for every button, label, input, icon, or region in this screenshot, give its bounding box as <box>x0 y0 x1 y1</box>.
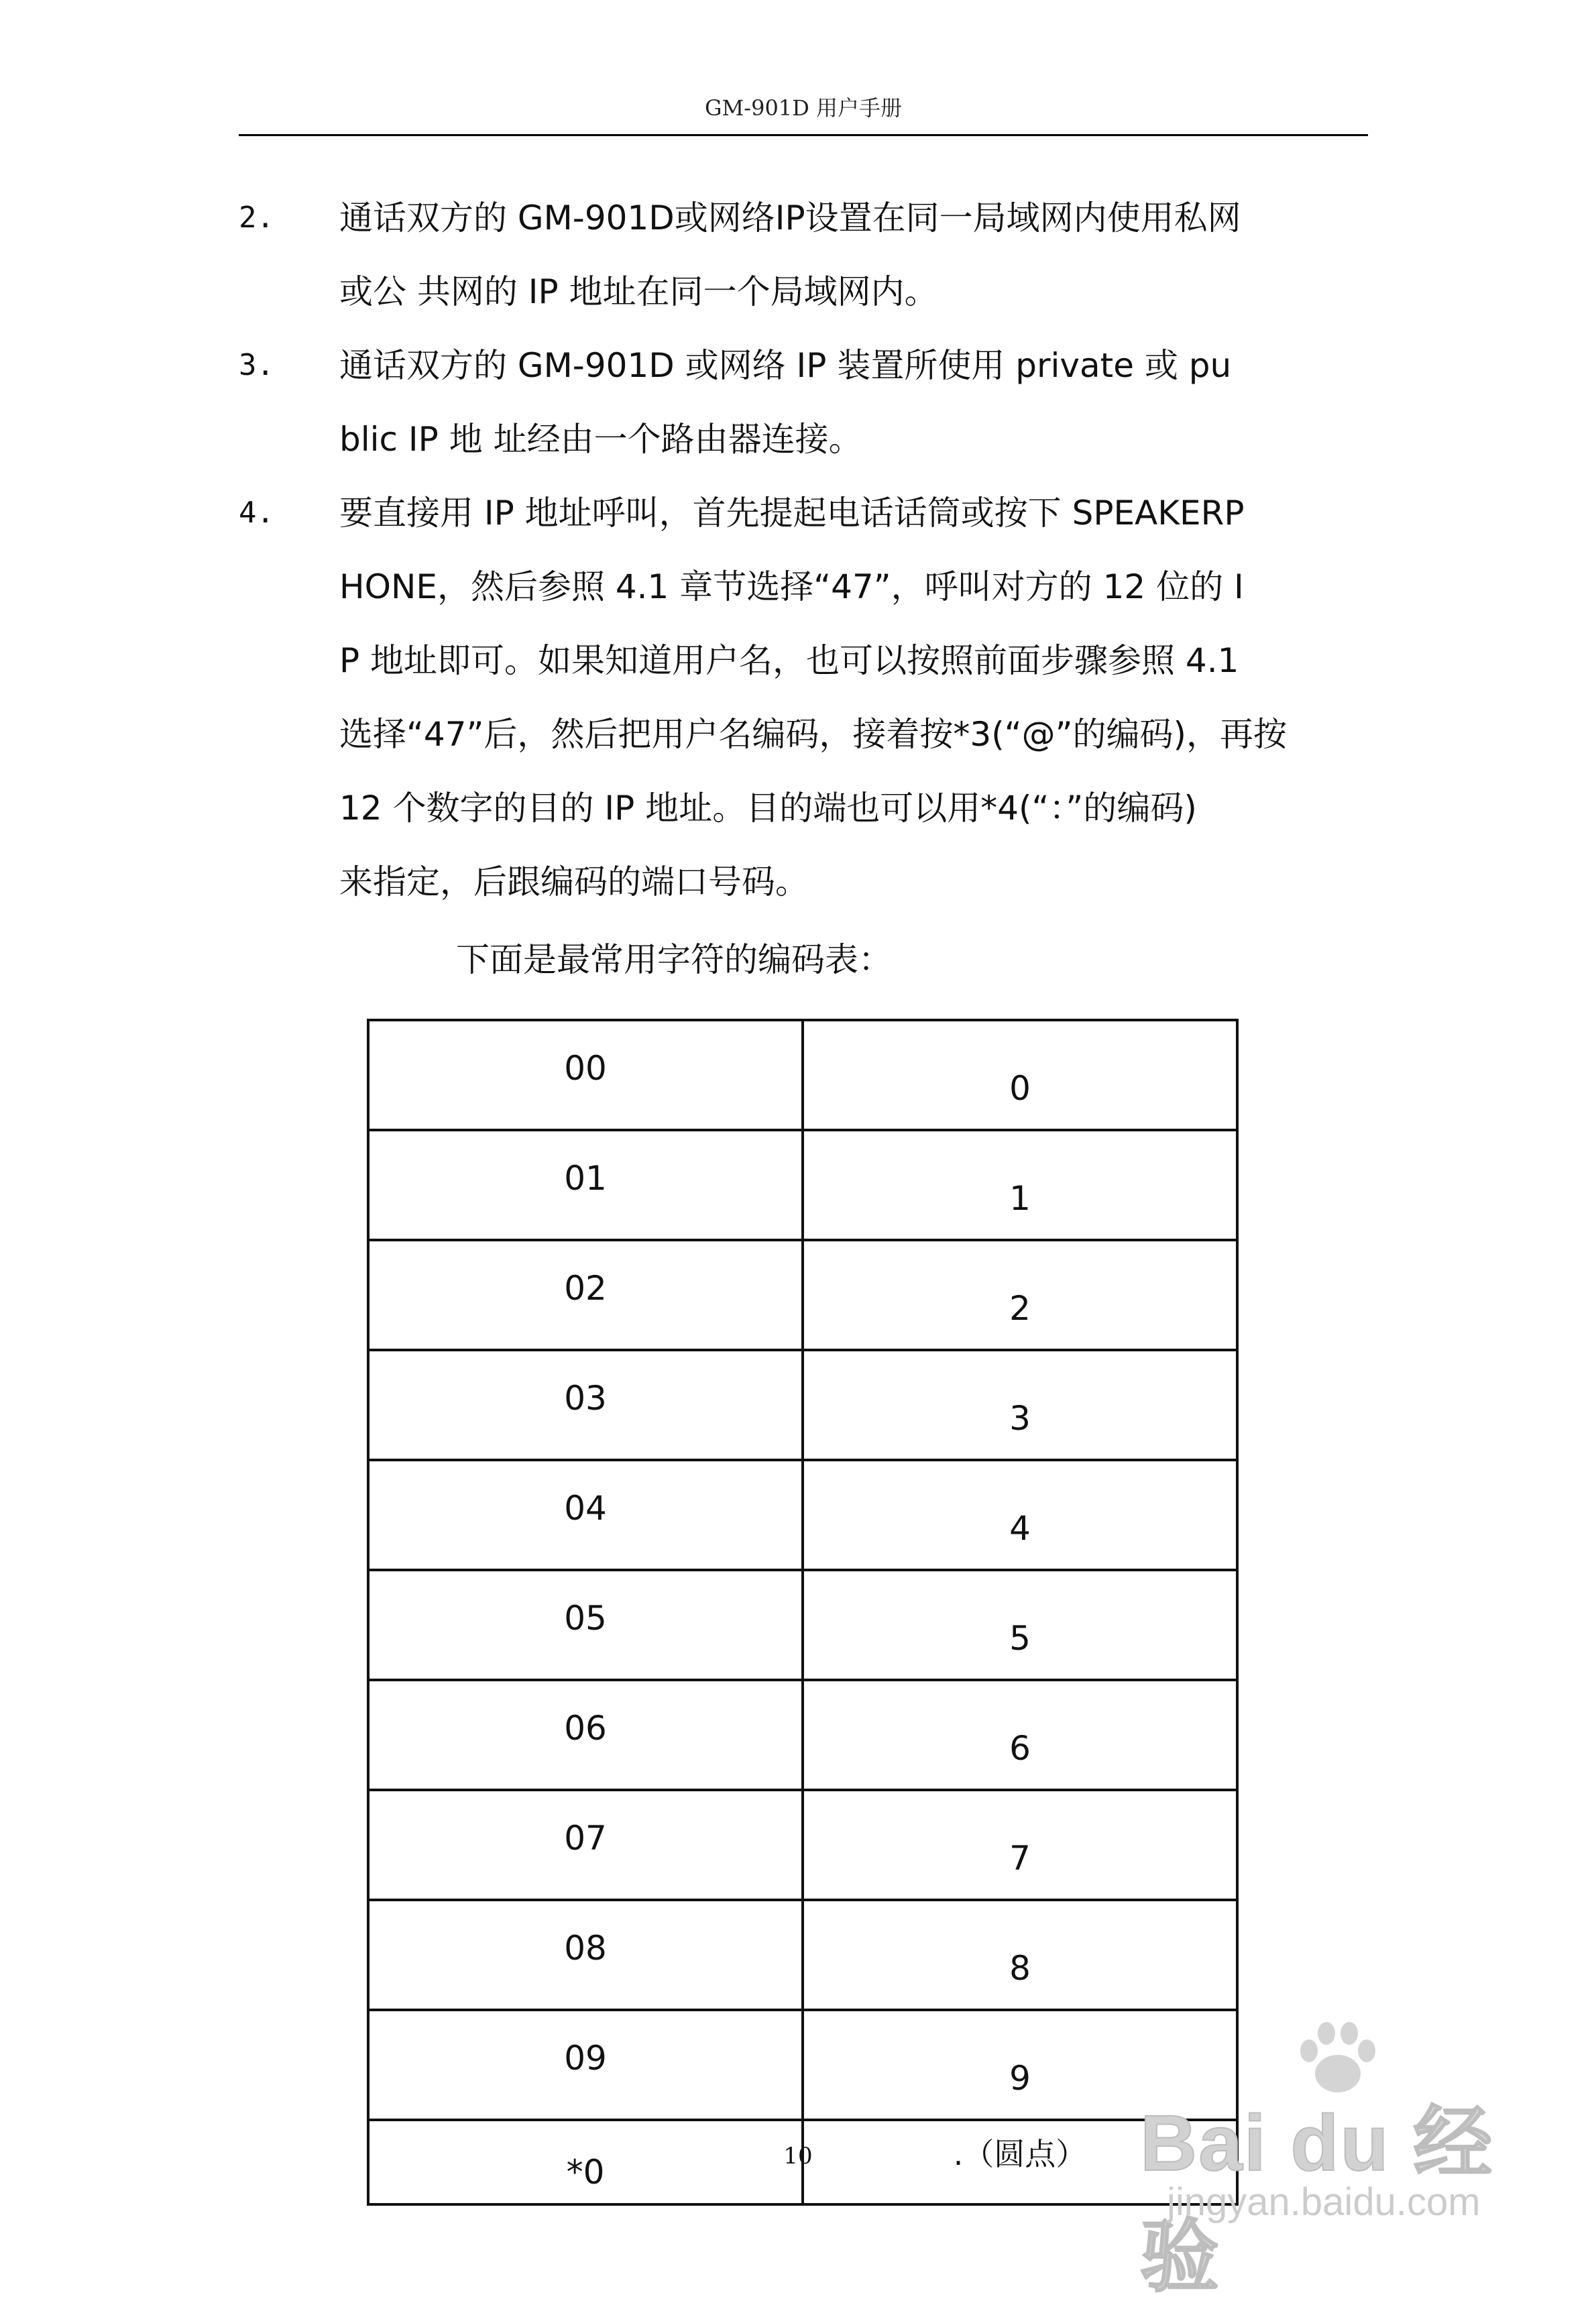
code-cell: 07 <box>368 1790 803 1900</box>
table-row <box>368 1240 1237 1350</box>
char-cell: 2 <box>803 1240 1237 1350</box>
code-cell: 08 <box>368 1900 803 2010</box>
text-line: 要直接用 IP 地址呼叫，首先提起电话话筒或按下 SPEAKERP <box>339 494 1245 532</box>
text-line: blic IP 地 址经由一个路由器连接。 <box>339 420 862 459</box>
code-cell: 06 <box>368 1680 803 1790</box>
table-row <box>368 1020 1237 1130</box>
list-item-text <box>339 329 1368 476</box>
table-intro: 下面是最常用字符的编码表： <box>456 940 892 979</box>
code-cell: 09 <box>368 2010 803 2120</box>
char-cell: 4 <box>803 1460 1237 1570</box>
encoding-table <box>367 1019 1239 2206</box>
char-cell: 1 <box>803 1130 1237 1240</box>
code-cell: 03 <box>368 1350 803 1460</box>
page-number: 10 <box>783 2143 813 2170</box>
char-cell: 0 <box>803 1020 1237 1130</box>
page-header <box>239 80 1368 136</box>
list-item-number: 2. <box>239 201 274 235</box>
char-cell: 7 <box>803 1790 1237 1900</box>
watermark-logo: Bai du 经验 <box>1140 2099 1494 2302</box>
code-cell: 02 <box>368 1240 803 1350</box>
table-row <box>368 1350 1237 1460</box>
char-cell: 5 <box>803 1570 1237 1680</box>
list-item-number: 4. <box>239 496 274 530</box>
char-cell: 3 <box>803 1350 1237 1460</box>
table-row <box>368 1130 1237 1240</box>
char-cell: 9 <box>803 2010 1237 2120</box>
char-cell: 6 <box>803 1680 1237 1790</box>
text-line: 通话双方的 GM-901D或网络IP设置在同一局域网内使用私网 <box>339 199 1241 237</box>
text-line: 通话双方的 GM-901D 或网络 IP 装置所使用 private 或 pu <box>339 346 1232 385</box>
table-row <box>368 1570 1237 1680</box>
header-title: GM-901D 用户手册 <box>704 95 903 121</box>
list-item-text <box>339 476 1368 919</box>
baidu-jingyan-watermark <box>1140 2019 1516 2302</box>
code-cell: 05 <box>368 1570 803 1680</box>
char-cell: 8 <box>803 1900 1237 2010</box>
watermark-url: jingyan.baidu.com <box>1167 2180 1481 2224</box>
text-line: P 地址即可。如果知道用户名，也可以按照前面步骤参照 4.1 <box>339 641 1239 680</box>
table-row <box>368 1790 1237 1900</box>
char-cell: .（圆点） <box>803 2120 1237 2204</box>
list-item-text <box>339 181 1368 329</box>
text-line: HONE，然后参照 4.1 章节选择“47”，呼叫对方的 12 位的 I <box>339 567 1244 606</box>
text-line: 12 个数字的目的 IP 地址。目的端也可以用*4(“：”的编码) <box>339 789 1197 828</box>
table-row <box>368 2010 1237 2120</box>
code-cell: *0 <box>368 2120 803 2204</box>
table-row <box>368 1900 1237 2010</box>
code-cell: 04 <box>368 1460 803 1570</box>
code-cell: 00 <box>368 1020 803 1130</box>
text-line: 选择“47”后，然后把用户名编码，接着按*3(“@”的编码)，再按 <box>339 715 1288 754</box>
list-item-number: 3. <box>239 348 274 382</box>
code-cell: 01 <box>368 1130 803 1240</box>
text-line: 来指定，后跟编码的端口号码。 <box>339 862 809 901</box>
table-row <box>368 1460 1237 1570</box>
table-row <box>368 1680 1237 1790</box>
text-line: 或公 共网的 IP 地址在同一个局域网内。 <box>339 272 938 311</box>
